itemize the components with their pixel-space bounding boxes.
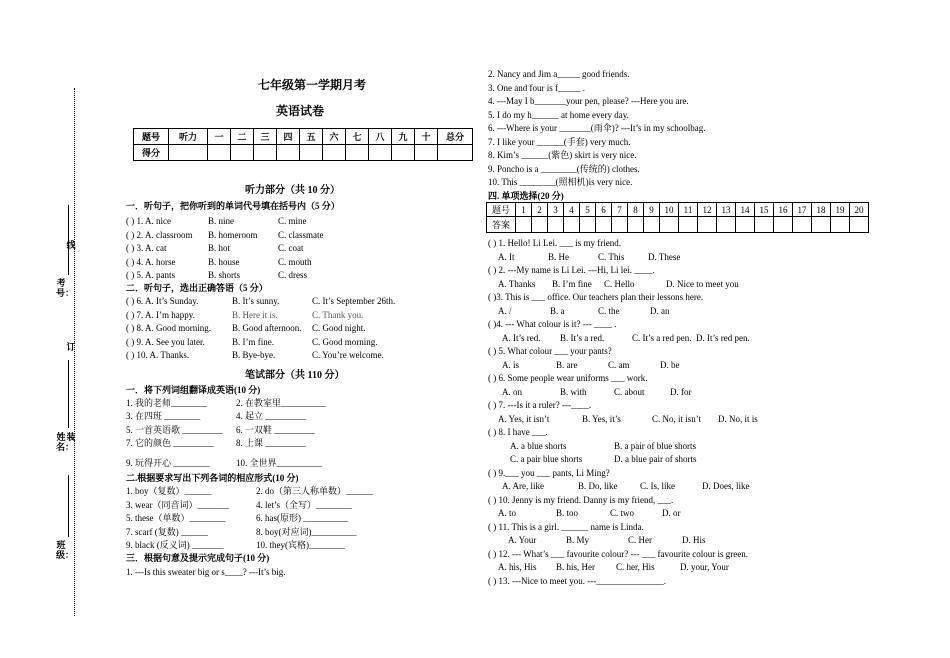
mc-option[interactable]: B. a pair of blue shorts: [614, 440, 696, 451]
translate-item[interactable]: 1. 我的老师________: [126, 398, 208, 408]
class-label: 班级：: [56, 540, 75, 560]
translate-item[interactable]: 2. 在教室里__________: [236, 398, 327, 408]
mc-option[interactable]: C. This: [598, 251, 625, 262]
mc-question: ( ) 7. ---Is it a ruler? ---____.: [488, 400, 592, 410]
answer-cell[interactable]: [596, 217, 612, 233]
listening-part1-title: 一．听句子，把你听到的单词代号填在括号内（5 分）: [126, 201, 340, 211]
score-header-cell: 一: [208, 129, 231, 145]
fill-sentence: 6. ---Where is your _______(雨伞)? ---It’s in my schoolbag.: [488, 123, 706, 133]
mc-option[interactable]: A. Your: [508, 535, 537, 545]
answer-cell[interactable]: [612, 217, 628, 233]
mc-option[interactable]: B. I’m fine: [552, 278, 592, 289]
answer-number-cell: 19: [831, 203, 850, 217]
answer-number-cell: 11: [679, 203, 698, 217]
mc-question: ( ) 10. Jenny is my friend. Danny is my friend, ___.: [488, 494, 674, 505]
listening-option[interactable]: ( ) 10. A. Thanks.: [126, 350, 190, 360]
mc-option[interactable]: C. Is, like: [640, 481, 675, 491]
mc-question: ( ) 11. This is a girl. ______ name is Linda.: [488, 521, 644, 532]
answer-number-cell: 2: [532, 203, 548, 217]
fill-sentence: 4. ---May I b_______your pen, please? ---Here you are.: [488, 96, 689, 106]
word-form-item[interactable]: 5. these（单数）________: [126, 513, 226, 523]
answer-number-cell: 14: [736, 203, 755, 217]
mc-question: ( ) 13. ---Nice to meet you. ---_______________.: [488, 575, 666, 586]
mc-option[interactable]: B. with: [560, 386, 587, 397]
score-header-cell: 五: [300, 129, 323, 145]
mc-option[interactable]: A. is: [502, 359, 520, 370]
mc-option[interactable]: D. Does, like: [702, 481, 750, 491]
fill-sentence: 5. I do my h______ at home every day.: [488, 109, 629, 120]
mc-option[interactable]: B. My: [566, 535, 590, 545]
mc-option[interactable]: C. two: [610, 508, 635, 518]
score-header-cell: 三: [254, 129, 277, 145]
answer-number-cell: 4: [564, 203, 580, 217]
word-form-item[interactable]: 6. has(原形) __________: [256, 513, 349, 523]
listening-part2-title: 二．听句子，选出正确答语（5 分）: [126, 283, 268, 293]
translate-item[interactable]: 10. 全世界__________: [236, 458, 322, 468]
mc-option[interactable]: A. to: [498, 508, 516, 518]
score-cell[interactable]: [169, 145, 208, 161]
answer-cell[interactable]: [698, 217, 717, 233]
mc-option[interactable]: B. are: [556, 359, 578, 370]
score-header-cell: 听力: [169, 129, 208, 145]
mc-option[interactable]: C. her, His: [616, 562, 655, 572]
mc-option[interactable]: D. It’s red pen.: [696, 332, 750, 343]
listening-option: C. Good morning.: [312, 336, 378, 347]
mc-option[interactable]: C. the: [598, 305, 620, 316]
answer-cell[interactable]: [774, 217, 793, 233]
listening-option: B. Bye-bye.: [232, 350, 276, 360]
score-header-cell: 八: [369, 129, 392, 145]
mc-question: ( ) 9.___ you ___ pants, Li Ming?: [488, 467, 610, 478]
mc-option[interactable]: C. a pair blue shorts: [510, 454, 583, 464]
mc-option[interactable]: C. about: [614, 386, 645, 397]
mc-option[interactable]: D. His: [682, 535, 706, 545]
mc-option[interactable]: B. his, Her: [556, 562, 595, 572]
mc-question: ( )3. This is ___ office. Our teachers plan their lessons here.: [488, 292, 704, 302]
score-header-cell: 四: [277, 129, 300, 145]
listening-option: B. hot: [208, 243, 231, 253]
listening-option: C. dress: [278, 270, 307, 280]
score-cell[interactable]: [231, 145, 254, 161]
score-header-cell: 二: [231, 129, 254, 145]
exam-title: 七年级第一学期月考: [258, 78, 367, 92]
answer-number-cell: 12: [698, 203, 717, 217]
fill-sentence: 2. Nancy and Jim a_____ good friends.: [488, 69, 630, 79]
mc-option[interactable]: D. No, it is: [718, 413, 758, 424]
listening-option[interactable]: ( ) 3. A. cat: [126, 243, 167, 253]
fill-sentence: 7. I like your ______(手套) very much.: [488, 136, 631, 147]
score-table: [133, 128, 473, 161]
score-header-cell: 十: [415, 129, 438, 145]
mc-question: ( ) 8. I have ___.: [488, 427, 548, 437]
translate-item[interactable]: 6. 一双鞋 _________: [236, 425, 315, 435]
mc-option[interactable]: B. Yes, it’s: [582, 413, 621, 424]
mc-option[interactable]: D. be: [660, 359, 680, 370]
answer-cell[interactable]: [812, 217, 831, 233]
answer-number-cell: 10: [660, 203, 679, 217]
class-blank[interactable]: [68, 475, 69, 537]
mc-option[interactable]: C. Her: [628, 535, 652, 545]
word-form-item[interactable]: 3. wear（同音词）_______: [126, 499, 229, 510]
answer-cell[interactable]: [516, 217, 532, 233]
answer-cell[interactable]: [644, 217, 660, 233]
mc-option[interactable]: D. Nice to meet you: [666, 278, 739, 289]
binding-dotted-line: [74, 88, 75, 616]
fill-sentence: 10. This ________(照相机)is very nice.: [488, 177, 633, 187]
answer-number-cell: 13: [717, 203, 736, 217]
mc-option[interactable]: C. Hello: [604, 278, 635, 289]
answer-number-cell: 7: [612, 203, 628, 217]
mc-option[interactable]: A. Thanks: [498, 278, 536, 289]
answer-cell[interactable]: [580, 217, 596, 233]
answer-number-cell: 6: [596, 203, 612, 217]
score-cell[interactable]: [392, 145, 415, 161]
mc-option[interactable]: B. a: [550, 305, 565, 316]
fill-sentence: 8. Kim’s ______(紫色) skirt is very nice.: [488, 150, 637, 160]
line-mark: 线: [66, 240, 76, 250]
word-form-item[interactable]: 1. boy（复数）______: [126, 486, 212, 496]
mc-option[interactable]: D. or: [662, 508, 681, 518]
listening-option[interactable]: ( ) 1. A. nice: [126, 216, 171, 226]
word-form-item[interactable]: 7. scarf (复数) ______: [126, 526, 208, 537]
written-part3-title: 三．根据句意及提示完成句子(10 分): [126, 553, 270, 563]
answer-number-cell: 18: [812, 203, 831, 217]
mc-question: ( ) 2. ---My name is Li Lei. ---Hi, Li lei. ____.: [488, 265, 655, 275]
word-form-item[interactable]: 9. black (反义词) _______: [126, 540, 224, 550]
answer-number-cell: 1: [516, 203, 532, 217]
fill-sentence: 9. Poncho is a ________(传统的) clothes.: [488, 163, 640, 174]
listening-option: C. Thank you.: [312, 309, 364, 320]
listening-option: C. It’s September 26th.: [312, 296, 396, 306]
answer-cell[interactable]: [736, 217, 755, 233]
answer-cell[interactable]: [850, 217, 869, 233]
written-title: 笔试部分（共 110 分）: [245, 370, 345, 381]
answer-number-cell: 5: [580, 203, 596, 217]
answer-cell[interactable]: [755, 217, 774, 233]
listening-option: B. I’m fine.: [232, 336, 274, 347]
listening-option: C. Good night.: [312, 323, 366, 333]
answer-cell[interactable]: [717, 217, 736, 233]
mc-option[interactable]: A. Yes, it isn’t: [498, 413, 550, 424]
translate-item[interactable]: 7. 它的颜色 _________: [126, 438, 214, 448]
answer-cell[interactable]: [532, 217, 548, 233]
score-cell[interactable]: [208, 145, 231, 161]
mc-option[interactable]: D. These: [648, 251, 681, 262]
listening-option: C. You’re welcome.: [312, 350, 384, 360]
mc-question: ( ) 1. Hello! Li Lei. ___ is my friend.: [488, 238, 621, 248]
score-cell[interactable]: [254, 145, 277, 161]
listening-option: C. classmate: [278, 229, 324, 240]
answer-table-label: 答案: [487, 217, 516, 233]
answer-cell[interactable]: [628, 217, 644, 233]
answer-cell[interactable]: [660, 217, 679, 233]
mc-option[interactable]: A. It: [498, 251, 515, 262]
listening-title: 听力部分（共 10 分）: [245, 185, 340, 196]
word-form-item[interactable]: 4. let’s（全写）________: [256, 499, 352, 510]
mc-option[interactable]: D. for: [670, 386, 692, 397]
mc-option[interactable]: C. No, it isn’t: [652, 413, 702, 424]
answer-number-cell: 3: [548, 203, 564, 217]
mc-option[interactable]: A. on: [502, 386, 522, 397]
score-header-cell: 六: [323, 129, 346, 145]
mc-option[interactable]: A. It’s red.: [502, 332, 541, 343]
answer-table: [486, 202, 869, 233]
score-header-cell: 题号: [134, 129, 169, 145]
fill-sentence: 3. One and four is f_____ .: [488, 82, 585, 93]
score-header-cell: 七: [346, 129, 369, 145]
score-header-cell: 总分: [438, 129, 473, 145]
listening-option[interactable]: ( ) 9. A. See you later.: [126, 336, 205, 347]
mc-option[interactable]: D. a blue pair of shorts: [614, 454, 697, 464]
listening-option: B. nine: [208, 216, 234, 226]
score-cell[interactable]: [277, 145, 300, 161]
listening-option[interactable]: ( ) 8. A. Good morning.: [126, 323, 211, 333]
answer-number-cell: 16: [774, 203, 793, 217]
mc-question: ( ) 6. Some people wear uniforms ___ work.: [488, 373, 648, 383]
listening-option: B. Here it is.: [232, 309, 278, 320]
listening-option: B. shorts: [208, 270, 241, 280]
translate-item[interactable]: 3. 在四班 ________: [126, 411, 201, 421]
mc-option[interactable]: A. Are, like: [502, 481, 544, 491]
answer-number-cell: 17: [793, 203, 812, 217]
answer-number-cell: 9: [644, 203, 660, 217]
score-cell[interactable]: [369, 145, 392, 161]
exam-subtitle: 英语试卷: [276, 104, 325, 118]
translate-item[interactable]: 4. 起立 _________: [236, 411, 306, 421]
listening-option: B. homeroom: [208, 229, 258, 240]
listening-option[interactable]: ( ) 4. A. horse: [126, 256, 176, 267]
answer-cell[interactable]: [793, 217, 812, 233]
written-part2-title: 二.根据要求写出下列各词的相应形式(10 分): [126, 473, 299, 483]
word-form-item[interactable]: 10. they(宾格)________: [256, 540, 345, 550]
mc-option[interactable]: A. /: [498, 305, 512, 316]
listening-option[interactable]: ( ) 5. A. pants: [126, 270, 175, 280]
mc-question: ( )4. --- What colour is it? --- ____ .: [488, 319, 617, 329]
listening-option[interactable]: ( ) 6. A. It’s Sunday.: [126, 296, 199, 306]
answer-cell[interactable]: [564, 217, 580, 233]
name-label: 姓名：: [56, 432, 75, 452]
written-part1-title: 一．将下列词组翻译成英语(10 分): [126, 385, 261, 395]
mc-question: ( ) 12. --- What’s ___ favourite colour? --- ___ favourite colour is green.: [488, 548, 748, 559]
listening-option[interactable]: ( ) 7. A. I’m happy.: [126, 309, 195, 320]
mc-question: ( ) 5. What colour ___ your pants?: [488, 346, 612, 356]
translate-item[interactable]: 5. 一首英语歌 _________: [126, 425, 223, 435]
answer-cell[interactable]: [679, 217, 698, 233]
mc-option[interactable]: C. It’s a red pen.: [632, 332, 692, 343]
answer-number-cell: 8: [628, 203, 644, 217]
mc-option[interactable]: B. It’s a red.: [560, 332, 605, 343]
bind-mark: 装: [66, 432, 76, 442]
listening-option: C. mouth: [278, 256, 312, 267]
mc-option[interactable]: D. an: [650, 305, 670, 316]
listening-option: C. coat: [278, 243, 304, 253]
listening-option: B. house: [208, 256, 240, 267]
name-blank[interactable]: [68, 360, 69, 428]
mc-option[interactable]: A. his, His: [498, 562, 537, 572]
mc-title: 四. 单项选择(20 分): [488, 191, 564, 201]
translate-item[interactable]: 9. 玩得开心 ________: [126, 458, 210, 468]
score-cell[interactable]: [300, 145, 323, 161]
listening-option[interactable]: ( ) 2. A. classroom: [126, 229, 193, 240]
mc-option[interactable]: B. Do, like: [578, 481, 618, 491]
mc-option[interactable]: B. too: [556, 508, 579, 518]
mc-option[interactable]: B. He: [548, 251, 569, 262]
answer-number-cell: 20: [850, 203, 869, 217]
score-cell[interactable]: [346, 145, 369, 161]
answer-cell[interactable]: [831, 217, 850, 233]
answer-cell[interactable]: [548, 217, 564, 233]
score-cell[interactable]: [415, 145, 438, 161]
order-mark: 订: [66, 342, 76, 352]
score-cell[interactable]: [438, 145, 473, 161]
word-form-item[interactable]: 8. boy(对应词)__________: [256, 526, 357, 537]
word-form-item[interactable]: 2. do（第三人称单数）______: [256, 486, 374, 496]
score-header-cell: 九: [392, 129, 415, 145]
mc-option[interactable]: A. a blue shorts: [510, 440, 567, 451]
translate-item[interactable]: 8. 上课 _________: [236, 438, 306, 448]
listening-option: B. Good afternoon.: [232, 323, 302, 333]
answer-number-cell: 15: [755, 203, 774, 217]
answer-table-label: 题号: [487, 203, 516, 217]
mc-option[interactable]: D. your, Your: [680, 562, 729, 572]
score-row-label: 得分: [134, 145, 169, 161]
exam-no-label: 考号：: [56, 278, 75, 298]
mc-option[interactable]: C. am: [608, 359, 630, 370]
fill-sentence-1: 1. ---Is this sweater big or s____? ---It’s big.: [126, 567, 286, 577]
listening-option: B. It’s sunny.: [232, 296, 280, 306]
score-cell[interactable]: [323, 145, 346, 161]
listening-option: C. mine: [278, 216, 307, 226]
